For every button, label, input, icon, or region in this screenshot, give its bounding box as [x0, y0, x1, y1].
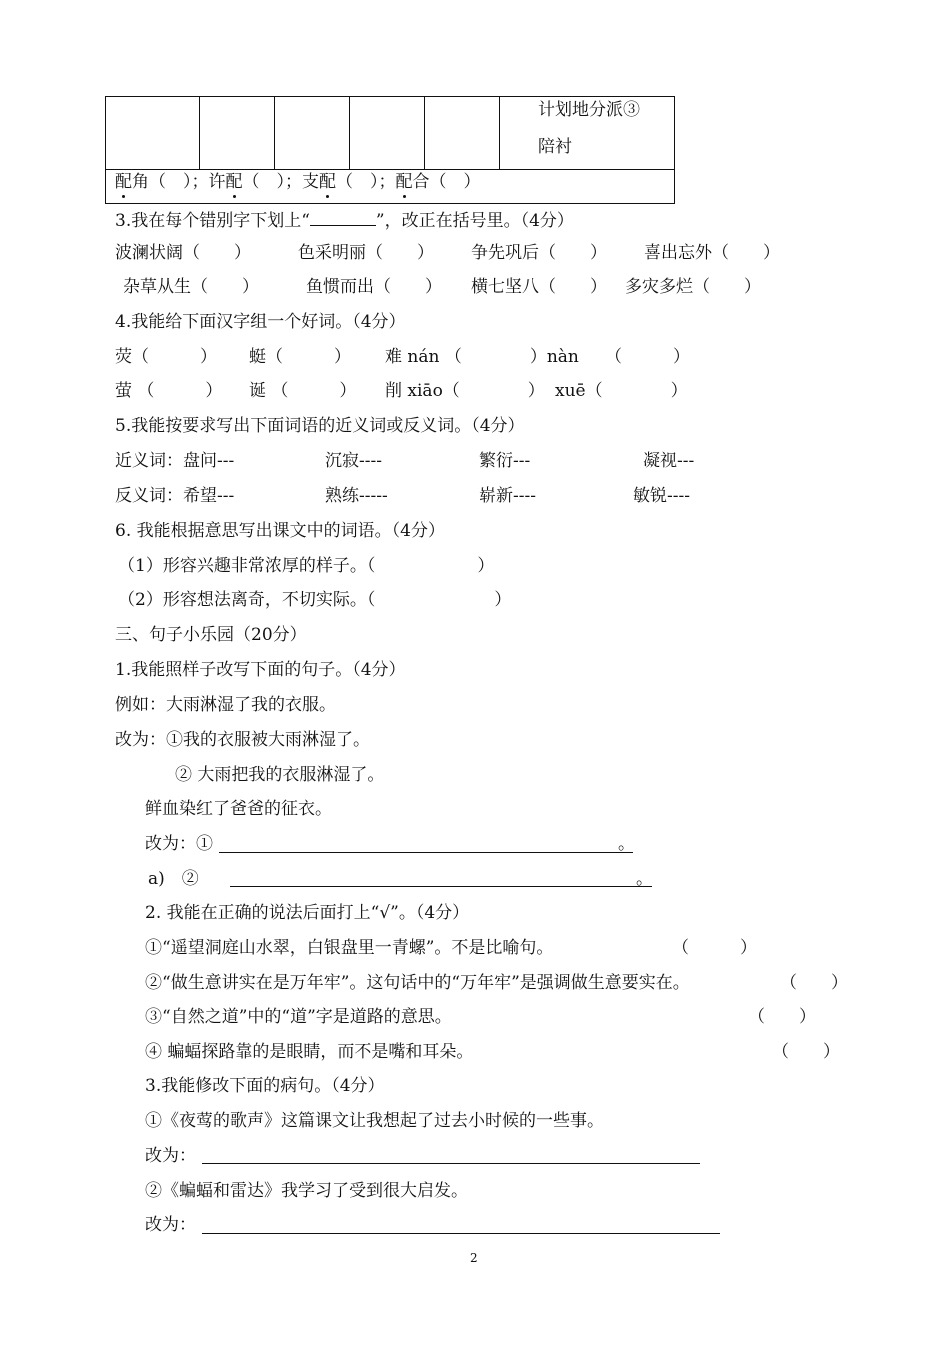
section-3-q1-title: 1.我能照样子改写下面的句子。（4分）: [115, 660, 406, 680]
word-item: （ ）: [605, 347, 690, 367]
answer-2-prefix: a) ②: [148, 869, 199, 889]
table-divider: [274, 97, 275, 170]
question-text: 3.我在每个错别字下划上“: [115, 211, 310, 231]
word-item: 萤 （ ）: [115, 381, 223, 401]
word-item: 繁衍---: [479, 451, 531, 471]
correction-2-label: 改为：: [145, 1215, 196, 1235]
example-change-2: ② 大雨把我的衣服淋湿了。: [175, 765, 385, 785]
faulty-sentence-2: ②《蝙蝠和雷达》我学习了受到很大启发。: [145, 1181, 468, 1201]
word-item: 沉寂----: [325, 451, 382, 471]
word-item: 削 xiāo（ ）: [385, 381, 545, 401]
table-cell-text: 计划地分派③: [538, 100, 640, 120]
question-6-item-2: （2）形容想法离奇，不切实际。（ ）: [118, 590, 512, 610]
question-4-title: 4.我能给下面汉字组一个好词。（4分）: [115, 312, 406, 332]
word-item: 蜓（ ）: [249, 347, 351, 367]
answer-2-line[interactable]: [230, 886, 652, 887]
option-text: 合（ ）: [412, 172, 481, 192]
judgement-item-1: ①“遥望洞庭山水翠，白银盘里一青螺”。不是比喻句。: [145, 938, 554, 958]
answer-2-end: 。: [636, 869, 653, 889]
dotted-char: 配: [225, 172, 243, 192]
faulty-sentence-1: ①《夜莺的歌声》这篇课文让我想起了过去小时候的一些事。: [145, 1111, 604, 1131]
table-divider: [499, 97, 500, 170]
correction-2-line[interactable]: [202, 1233, 720, 1234]
table-divider: [199, 97, 200, 170]
word-item: 熟练-----: [325, 486, 388, 506]
judgement-blank-4[interactable]: （ ）: [772, 1042, 840, 1062]
option-text: 许: [208, 172, 226, 192]
question-3-title: [115, 207, 574, 232]
underline-sample: [310, 207, 376, 226]
section-3-title: 三、句子小乐园（20分）: [115, 625, 307, 645]
exercise-sentence: 鲜血染红了爸爸的征衣。: [145, 799, 332, 819]
table-row-divider: [106, 169, 674, 170]
judgement-item-3: ③“自然之道”中的“道”字是道路的意思。: [145, 1007, 452, 1027]
word-item: 反义词：希望---: [115, 486, 235, 506]
word-item: 多灾多烂（ ）: [625, 277, 761, 297]
correction-1-line[interactable]: [202, 1163, 700, 1164]
table-options-row: [115, 171, 481, 193]
answer-1-end: 。: [618, 834, 635, 854]
word-item: 横七坚八（ ）: [471, 277, 607, 297]
question-5-title: 5.我能按要求写出下面词语的近义词或反义词。（4分）: [115, 416, 525, 436]
word-item: 杂草从生（ ）: [123, 277, 259, 297]
table-divider: [424, 97, 425, 170]
answer-1-prefix: 改为：①: [145, 834, 213, 854]
dotted-char: 配: [395, 172, 413, 192]
word-item: 敏锐----: [633, 486, 690, 506]
option-text: 角（ ）；: [132, 172, 209, 192]
word-item: 喜出忘外（ ）: [644, 243, 780, 263]
page-number: 2: [470, 1251, 478, 1265]
dotted-char: 配: [319, 172, 336, 192]
word-item: 色采明丽（ ）: [298, 243, 434, 263]
word-item: 难 nán （ ）nàn: [385, 347, 579, 367]
word-item: 凝视---: [643, 451, 695, 471]
judgement-item-2: ②“做生意讲实在是万年牢”。这句话中的“万年牢”是强调做生意要实在。: [145, 973, 690, 993]
example-change-1: 改为：①我的衣服被大雨淋湿了。: [115, 730, 370, 750]
judgement-item-4: ④ 蝙蝠探路靠的是眼睛，而不是嘴和耳朵。: [145, 1042, 474, 1062]
judgement-blank-3[interactable]: （ ）: [748, 1007, 816, 1027]
table-cell-text: 陪衬: [538, 137, 572, 157]
section-3-q2-title: 2. 我能在正确的说法后面打上“√”。（4分）: [145, 903, 470, 923]
option-text: （ ）；: [242, 172, 302, 192]
word-meaning-table: [105, 96, 675, 204]
word-item: 崭新----: [479, 486, 536, 506]
table-divider: [349, 97, 350, 170]
word-item: 荧（ ）: [115, 347, 217, 367]
option-text: （ ）；: [336, 172, 396, 192]
judgement-blank-1[interactable]: （ ）: [672, 938, 757, 958]
option-text: 支: [302, 172, 319, 192]
word-item: xuē（ ）: [555, 381, 688, 401]
question-6-title: 6. 我能根据意思写出课文中的词语。（4分）: [115, 521, 445, 541]
example-sentence: 例如：大雨淋湿了我的衣服。: [115, 695, 336, 715]
answer-1-line[interactable]: [219, 852, 633, 853]
word-item: 诞 （ ）: [249, 381, 357, 401]
word-item: 鱼惯而出（ ）: [306, 277, 442, 297]
question-6-item-1: （1）形容兴趣非常浓厚的样子。（ ）: [118, 556, 495, 576]
section-3-q3-title: 3.我能修改下面的病句。（4分）: [145, 1076, 385, 1096]
question-text: ”，改正在括号里。（4分）: [375, 211, 574, 231]
word-item: 争先巩后（ ）: [471, 243, 607, 263]
judgement-blank-2[interactable]: （ ）: [780, 973, 848, 993]
word-item: 波澜状阔（ ）: [115, 243, 251, 263]
correction-1-label: 改为：: [145, 1146, 196, 1166]
dotted-char: 配: [115, 172, 132, 192]
word-item: 近义词：盘问---: [115, 451, 235, 471]
